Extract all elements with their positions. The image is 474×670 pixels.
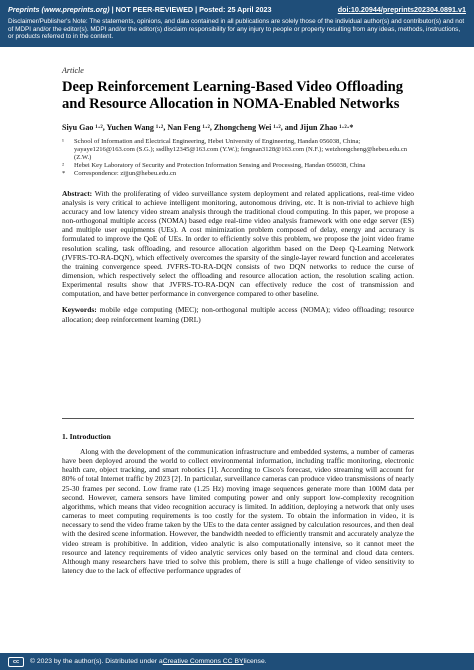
article-type: Article bbox=[62, 66, 84, 75]
site-name[interactable]: Preprints (www.preprints.org) bbox=[8, 4, 110, 14]
separator: | bbox=[195, 4, 198, 14]
affiliation-text: Correspondence: zijjun@hebeu.edu.cn bbox=[74, 170, 177, 178]
keywords-label: Keywords: bbox=[62, 305, 97, 315]
affiliation-marker: ² bbox=[62, 162, 64, 170]
affiliations bbox=[62, 138, 414, 179]
keywords bbox=[62, 305, 414, 323]
license-footer bbox=[0, 653, 474, 670]
status-label: NOT PEER-REVIEWED bbox=[115, 4, 194, 14]
abstract bbox=[62, 189, 414, 299]
paper-title: Deep Reinforcement Learning-Based Video Offloading and Resource Allocation in NOMA-Enabled Networks bbox=[62, 79, 404, 112]
affiliation-item bbox=[62, 170, 414, 178]
doi-link[interactable]: doi:10.20944/preprints202304.0891.v1 bbox=[337, 4, 466, 14]
introduction-section bbox=[62, 432, 414, 575]
affiliation-item bbox=[62, 138, 414, 163]
section-heading: 1. Introduction bbox=[62, 432, 111, 441]
copyright-text: © 2023 by the author(s). Distributed under a bbox=[30, 658, 163, 665]
affiliation-marker: ¹ bbox=[62, 137, 64, 145]
creative-commons-icon: cc bbox=[8, 657, 24, 667]
author-list: Siyu Gao ¹·², Yuchen Wang ¹·², Nan Feng ¹·², Zhongcheng Wei ¹·², and Jijun Zhao ¹·²·* bbox=[62, 122, 354, 132]
abstract-label: Abstract: bbox=[62, 188, 93, 198]
section-divider bbox=[62, 418, 414, 419]
posted-date: Posted: 25 April 2023 bbox=[199, 4, 272, 14]
affiliation-text: School of Information and Electrical Engineering, Hebei University of Engineering, Handan 056038, China; yayaye1216@163.com (S.G.); ssdlhy12345@163.com (Y.W.); fengnan3128@163.com (N.F.); weizhongcheng@hebeu.edu.cn (Z.W.) bbox=[74, 137, 408, 161]
preprint-banner bbox=[0, 0, 474, 47]
keywords-text: mobile edge computing (MEC); non-orthogonal multiple access (NOMA); video offloading; resource allocation; deep reinforcement learning (DRL) bbox=[62, 305, 415, 324]
separator: | bbox=[111, 4, 114, 14]
license-suffix: license. bbox=[243, 658, 267, 665]
affiliation-item bbox=[62, 162, 414, 170]
publisher-disclaimer: Disclaimer/Publisher's Note: The statements, opinions, and data contained in all publications are solely those of the individual author(s) and contributor(s) and not of MDPI and/or the editor(s). MDPI and/or the editor(s) disclaim responsibility for any injury to people or property resulting from any ideas, methods, instructions, or products referred to in the content. bbox=[8, 18, 465, 41]
license-link[interactable]: Creative Commons CC BY bbox=[162, 658, 244, 665]
affiliation-marker: * bbox=[62, 170, 66, 178]
banner-left bbox=[8, 5, 272, 14]
article-front-matter bbox=[62, 66, 414, 324]
affiliation-text: Hebei Key Laboratory of Security and Protection Information Sensing and Processing, Handan 056038, China bbox=[74, 162, 366, 170]
intro-paragraph: Along with the development of the communication infrastructure and embedded systems, a number of cameras have been deployed around the world to collect environmental information, including traffic monitoring, electronic health care, object tracking, and smart robotics [1]. According to Cisco's forecast, video streaming will account for 80% of total Internet traffic by 2023 [2]. In particular, surveillance cameras can produce video transmissions of nearly 25-30 frames per second. Low frame rate (1.25 Hz) moving image sequences generate more than 100M data per second. However, camera sensors have limited computing power and only support low-complexity recognition algorithms, which means that video recognition accuracy is limited. In addition, deploying a network that only uses cameras to meet computing requirements is too costly for the system. To obtain the information in video, it is necessary to send the video frame taken by the UEs to the data center assigned by calculation resources, and then deal with the desired scene information. However, the bandwidth needed to efficiently transmit and accurately analyze the video stream is prohibitive. In addition, video analytic is also computationally intensive, so it cannot meet the resource and latency requirements of video analytic services only based on the terminal and cloud data centers. Although many researchers have tried to solve this problem, there is still a huge challenge of video sensitivity to latency due to the lack of effective performance upgrades of bbox=[62, 447, 414, 576]
banner-top-row bbox=[0, 2, 474, 16]
abstract-text: With the proliferating of video surveillance system deployment and related applications, real-time video analysis is very critical to achieve intelligent monitoring, autonomous driving, etc. It is non-trivial to achieve high accuracy and low latency video stream analysis through the traditional cloud computing. In this paper, we propose a non-orthogonal multiple access (NOMA) based edge real-time video analysis framework with one edge server (ES) and multiple user equipments (UEs). A cost minimization problem composed of delay, energy and accuracy is formulated to improve the QoE of UEs. In order to efficiently solve this problem, we propose the joint video frame resolution scaling, task offloading, and resource allocation algorithm based on the Deep Q-Learning Network (JVFRS-TO-RA-DQN), which effectively overcomes the sparsity of the single-layer reward function and accelerates the training convergence speed. JVFRS-TO-RA-DQN consists of two DQN networks to reduce the curse of dimension, which respectively select the offloading and resource allocation action, the resolution scaling action. Experimental results show that JVFRS-TO-RA-DQN can effectively reduce the cost of transmission and computation, and have better performance in convergence compared to other baseline. bbox=[62, 188, 414, 299]
